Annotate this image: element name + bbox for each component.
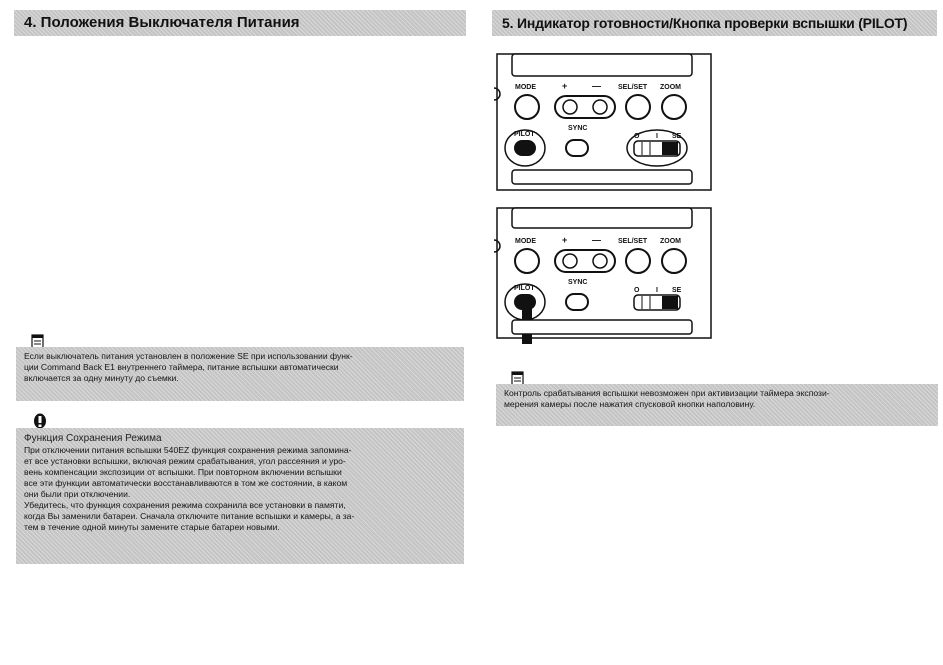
note-se-switch (16, 347, 464, 401)
warning-line: когда Вы заменили батареи. Сначала отключите питание вспышки и камеры, а за- (24, 511, 355, 521)
note-line: Контроль срабатывания вспышки невозможен при активизации таймера экспози- (504, 388, 830, 398)
note-pilot-timer (496, 384, 938, 426)
zoom-label-2: ZOOM (660, 238, 681, 245)
warning-title: Функция Сохранения Режима (24, 433, 162, 444)
section-5-title: 5. Индикатор готовности/Кнопка проверки вспышки (PILOT) (492, 10, 937, 36)
zoom-label: ZOOM (660, 84, 681, 91)
warning-mode-memory (16, 428, 464, 564)
minus-label: — (592, 81, 601, 91)
pilot-label: PILOT (514, 131, 535, 138)
flash-panel-illustration-1 (492, 52, 718, 192)
switch-off-label-2: O (634, 287, 640, 294)
warning-line: При отключении питания вспышки 540EZ функция сохранения режима запомина- (24, 445, 352, 455)
mode-label: MODE (515, 84, 536, 91)
switch-se-label-2: SE (672, 287, 682, 294)
sync-label-2: SYNC (568, 279, 588, 286)
note-line: включается за одну минуту до съемки. (24, 373, 179, 383)
minus-label-2: — (592, 235, 601, 245)
sync-label: SYNC (568, 125, 588, 132)
section-4-title: 4. Положения Выключателя Питания (14, 10, 466, 36)
mode-label-2: MODE (515, 238, 536, 245)
selset-label: SEL/SET (618, 84, 648, 91)
switch-se-label: SE (672, 133, 682, 140)
note-line: мерения камеры после нажатия спусковой кнопки наполовину. (504, 399, 756, 409)
pilot-label-2: PILOT (514, 285, 535, 292)
note-line: Если выключатель питания установлен в положение SE при использовании функ- (24, 351, 353, 361)
switch-on-label-2: I (656, 287, 658, 294)
selset-label-2: SEL/SET (618, 238, 648, 245)
plus-label-2: + (562, 235, 568, 245)
warning-line: они были при отключении. (24, 489, 131, 499)
switch-off-label: O (634, 133, 640, 140)
warning-line: Убедитесь, что функция сохранения режима сохранила все установки в памяти, (24, 500, 346, 510)
warning-line: ет все установки вспышки, включая режим срабатывания, угол рассеяния и уро- (24, 456, 346, 466)
switch-on-label: I (656, 133, 658, 140)
note-line: ции Command Back E1 внутреннего таймера, питание вспышки автоматически (24, 362, 339, 372)
warning-line: все эти функции автоматически восстанавливаются в том же состоянии, в каком (24, 478, 348, 488)
plus-label: + (562, 81, 568, 91)
flash-panel-illustration-2 (492, 206, 718, 346)
warning-line: вень компенсации экспозиции от вспышки. При повторном включении вспышки (24, 467, 342, 477)
warning-line: тем в течение одной минуты замените старые батареи новыми. (24, 522, 280, 532)
